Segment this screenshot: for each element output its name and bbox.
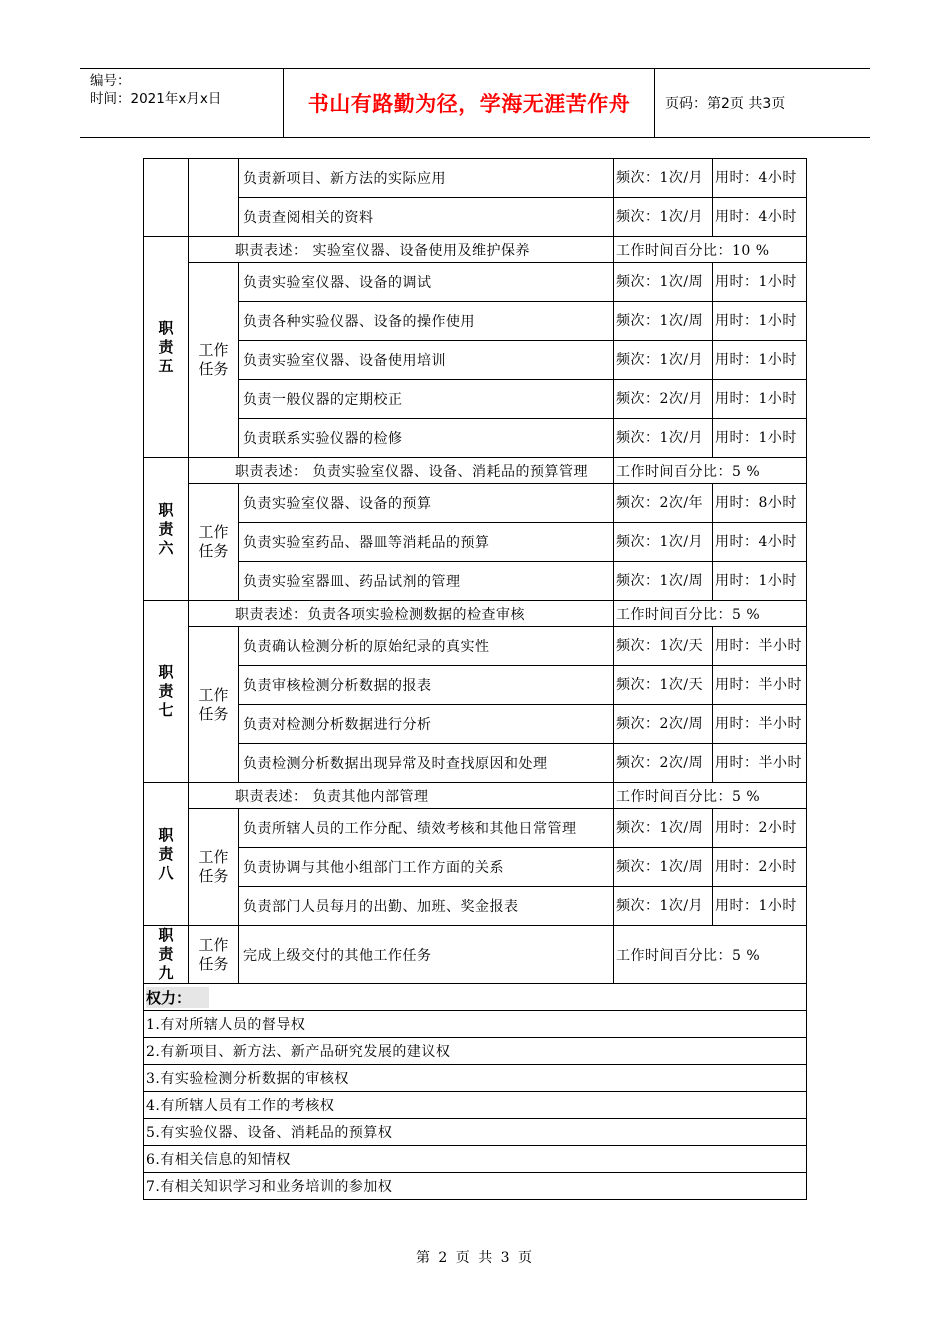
work-time-percentage: 工作时间百分比：5 % (614, 783, 807, 809)
work-task-label (189, 484, 239, 601)
rights-row (144, 1119, 807, 1146)
task-row (144, 159, 807, 198)
task-description: 负责新项目、新方法的实际应用 (239, 159, 614, 198)
task-description: 负责各种实验仪器、设备的操作使用 (239, 302, 614, 341)
duty-name-cell (144, 159, 189, 237)
task-frequency: 频次：1次/月 (614, 198, 713, 237)
work-task-label-part: 工作 (198, 523, 229, 541)
task-duration: 用时：4小时 (713, 159, 807, 198)
task-row (144, 887, 807, 926)
rights-item: 6.有相关信息的知情权 (144, 1146, 807, 1173)
task-row (144, 302, 807, 341)
work-time-percentage: 工作时间百分比：5 % (614, 458, 807, 484)
rights-item: 4.有所辖人员有工作的考核权 (144, 1092, 807, 1119)
duty-name-char: 九 (158, 964, 174, 982)
task-row (144, 484, 807, 523)
work-time-percentage: 工作时间百分比：5 % (614, 926, 807, 984)
rights-row (144, 1092, 807, 1119)
duty-statement: 职责表述： 负责实验室仪器、设备、消耗品的预算管理 (189, 458, 614, 484)
duty-name-char: 职 (158, 318, 174, 337)
task-frequency: 频次：1次/周 (614, 809, 713, 848)
task-description: 负责对检测分析数据进行分析 (239, 705, 614, 744)
work-task-label-part: 工作 (198, 848, 229, 866)
task-row (144, 419, 807, 458)
task-frequency: 频次：1次/月 (614, 419, 713, 458)
task-row (144, 926, 807, 984)
task-frequency: 频次：1次/天 (614, 666, 713, 705)
task-description: 负责实验室器皿、药品试剂的管理 (239, 562, 614, 601)
task-duration: 用时：4小时 (713, 198, 807, 237)
task-description: 负责确认检测分析的原始纪录的真实性 (239, 627, 614, 666)
header-page-info: 页码：第2页 共3页 (665, 96, 786, 112)
task-frequency: 频次：2次/年 (614, 484, 713, 523)
duty-name-char: 八 (158, 863, 174, 882)
task-frequency: 频次：1次/月 (614, 523, 713, 562)
duty-name-char: 责 (158, 945, 174, 963)
task-description: 负责实验室药品、器皿等消耗品的预算 (239, 523, 614, 562)
task-row (144, 380, 807, 419)
task-frequency: 频次：2次/周 (614, 705, 713, 744)
page-footer: 第 2 页 共 3 页 (415, 1250, 535, 1266)
task-description: 负责实验室仪器、设备使用培训 (239, 341, 614, 380)
work-task-label (189, 926, 239, 984)
work-time-percentage: 工作时间百分比：5 % (614, 601, 807, 627)
task-duration: 用时：2小时 (713, 848, 807, 887)
duty-name-duty5 (144, 237, 189, 458)
task-row (144, 523, 807, 562)
task-description: 负责联系实验仪器的检修 (239, 419, 614, 458)
duty-statement: 职责表述： 负责其他内部管理 (189, 783, 614, 809)
rights-title (144, 984, 807, 1011)
work-task-label (189, 809, 239, 926)
duty-statement: 职责表述： 实验室仪器、设备使用及维护保养 (189, 237, 614, 263)
duty-statement: 职责表述：负责各项实验检测数据的检查审核 (189, 601, 614, 627)
task-description: 负责实验室仪器、设备的调试 (239, 263, 614, 302)
task-frequency: 频次：1次/周 (614, 848, 713, 887)
duty-name-duty7 (144, 601, 189, 783)
task-row (144, 198, 807, 237)
task-description: 负责部门人员每月的出勤、加班、奖金报表 (239, 887, 614, 926)
task-row (144, 341, 807, 380)
task-frequency: 频次：2次/月 (614, 380, 713, 419)
task-row (144, 263, 807, 302)
task-duration: 用时：1小时 (713, 887, 807, 926)
duties-table (143, 158, 807, 1200)
task-row (144, 627, 807, 666)
task-row (144, 705, 807, 744)
task-duration: 用时：1小时 (713, 263, 807, 302)
work-task-label (189, 627, 239, 783)
rights-item: 2.有新项目、新方法、新产品研究发展的建议权 (144, 1038, 807, 1065)
work-time-percentage: 工作时间百分比：10 % (614, 237, 807, 263)
duty-name-char: 责 (158, 519, 174, 538)
rights-item: 5.有实验仪器、设备、消耗品的预算权 (144, 1119, 807, 1146)
duty-name-char: 责 (158, 844, 174, 863)
duty-name-char: 六 (158, 538, 174, 557)
task-description: 负责所辖人员的工作分配、绩效考核和其他日常管理 (239, 809, 614, 848)
task-duration: 用时：1小时 (713, 419, 807, 458)
task-frequency: 频次：1次/月 (614, 341, 713, 380)
task-row (144, 744, 807, 783)
work-task-label-part: 任务 (198, 954, 229, 973)
task-frequency: 频次：1次/月 (614, 887, 713, 926)
document-number-label: 编号： (90, 73, 131, 89)
rights-header-row (144, 984, 807, 1011)
work-task-label (189, 263, 239, 458)
rights-item: 3.有实验检测分析数据的审核权 (144, 1065, 807, 1092)
rights-row (144, 1038, 807, 1065)
duty-name-char: 职 (158, 825, 174, 844)
statement-row (144, 237, 807, 263)
work-task-label-part: 任务 (198, 542, 229, 560)
task-duration: 用时：1小时 (713, 380, 807, 419)
duty-name-duty8 (144, 783, 189, 926)
task-duration: 用时：4小时 (713, 523, 807, 562)
rights-row (144, 1173, 807, 1200)
rights-row (144, 1065, 807, 1092)
rights-item: 7.有相关知识学习和业务培训的参加权 (144, 1173, 807, 1200)
task-duration: 用时：半小时 (713, 744, 807, 783)
header-meta (80, 69, 284, 137)
work-task-label-part: 工作 (198, 341, 229, 359)
task-frequency: 频次：1次/周 (614, 302, 713, 341)
task-frequency: 频次：1次/周 (614, 263, 713, 302)
work-task-label-part: 任务 (198, 867, 229, 885)
task-duration: 用时：2小时 (713, 809, 807, 848)
task-frequency: 频次：1次/周 (614, 562, 713, 601)
task-duration: 用时：1小时 (713, 562, 807, 601)
work-task-cell (189, 159, 239, 237)
duty-name-char: 责 (158, 682, 174, 700)
task-duration: 用时：半小时 (713, 705, 807, 744)
task-row (144, 562, 807, 601)
statement-row (144, 601, 807, 627)
page-header (80, 68, 870, 138)
work-task-label-part: 工作 (198, 935, 229, 954)
task-duration: 用时：1小时 (713, 341, 807, 380)
task-description: 负责协调与其他小组部门工作方面的关系 (239, 848, 614, 887)
task-description: 负责检测分析数据出现异常及时查找原因和处理 (239, 744, 614, 783)
task-row (144, 809, 807, 848)
document-date: 时间：2021年x月x日 (90, 91, 222, 107)
task-description: 负责审核检测分析数据的报表 (239, 666, 614, 705)
work-task-label-part: 任务 (198, 360, 229, 378)
rights-item: 1.有对所辖人员的督导权 (144, 1011, 807, 1038)
duty-name-char: 责 (158, 337, 174, 356)
work-task-label-part: 工作 (198, 685, 229, 704)
rights-title-text: 权力： (146, 987, 209, 1008)
duty-name-char: 五 (158, 356, 174, 375)
task-row (144, 666, 807, 705)
duty-name-char: 职 (158, 500, 174, 519)
task-row (144, 848, 807, 887)
task-description: 负责实验室仪器、设备的预算 (239, 484, 614, 523)
duty-name-char: 职 (158, 663, 174, 681)
task-frequency: 频次：1次/天 (614, 627, 713, 666)
work-task-label-part: 任务 (198, 704, 229, 723)
duty-name-duty6 (144, 458, 189, 601)
task-duration: 用时：半小时 (713, 627, 807, 666)
task-description: 负责查阅相关的资料 (239, 198, 614, 237)
duty-name-char: 七 (158, 701, 174, 719)
task-duration: 用时：1小时 (713, 302, 807, 341)
header-motto: 书山有路勤为径，学海无涯苦作舟 (284, 69, 655, 137)
rights-row (144, 1011, 807, 1038)
duty-name-duty9 (144, 926, 189, 984)
statement-row (144, 458, 807, 484)
task-frequency: 频次：1次/月 (614, 159, 713, 198)
task-duration: 用时：8小时 (713, 484, 807, 523)
rights-row (144, 1146, 807, 1173)
task-description: 负责一般仪器的定期校正 (239, 380, 614, 419)
statement-row (144, 783, 807, 809)
task-duration: 用时：半小时 (713, 666, 807, 705)
duty-name-char: 职 (158, 926, 174, 944)
task-description: 完成上级交付的其他工作任务 (239, 926, 614, 984)
task-frequency: 频次：2次/周 (614, 744, 713, 783)
